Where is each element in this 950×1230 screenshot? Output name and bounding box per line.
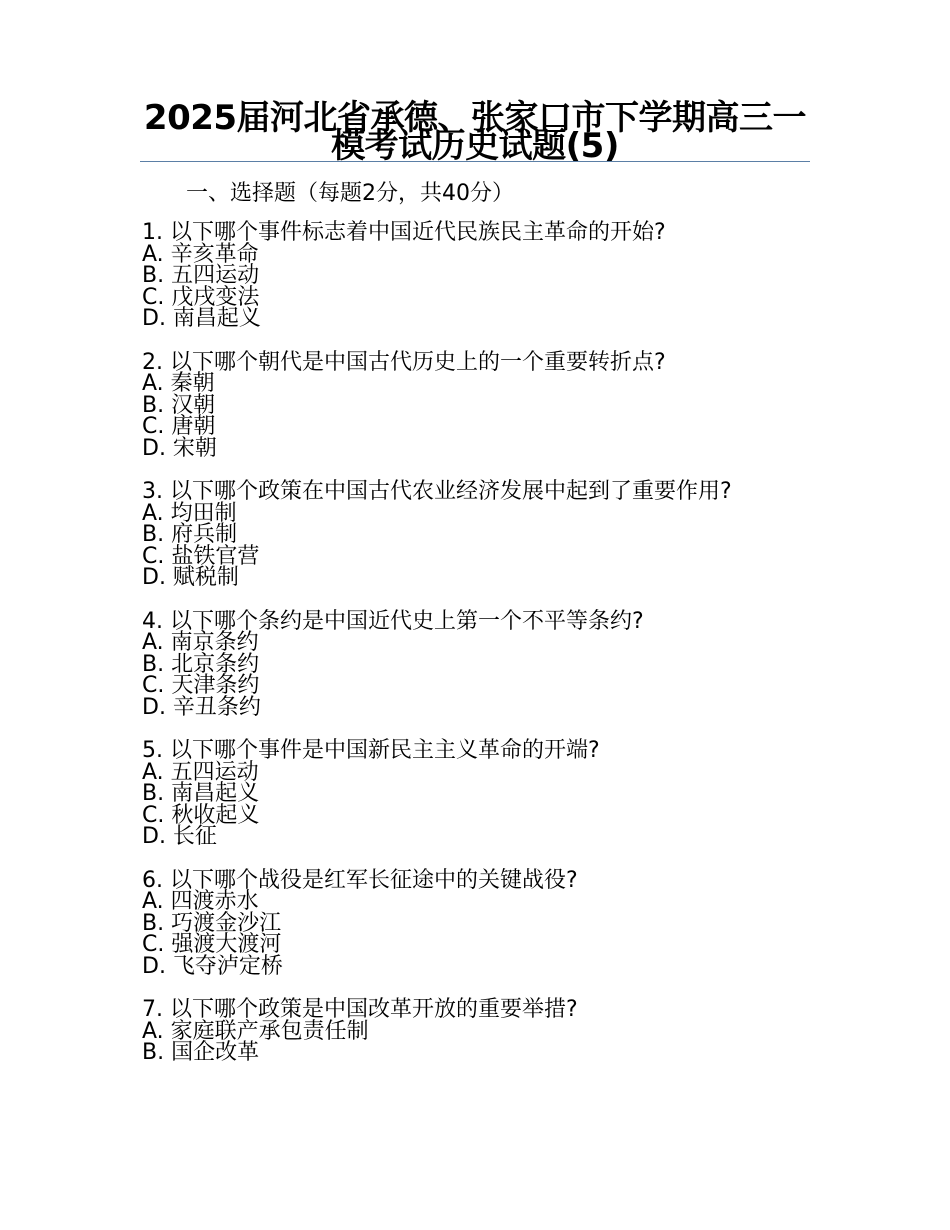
option-a: A. 家庭联产承包责任制 [142, 1018, 369, 1044]
option-c: C. 强渡大渡河 [142, 932, 282, 957]
option-c: C. 戊戌变法 [142, 284, 260, 310]
option-d: D. 辛丑条约 [142, 694, 261, 720]
option-a: A. 南京条约 [142, 630, 259, 655]
question-stem: 4. 以下哪个条约是中国近代史上第一个不平等条约? [142, 608, 644, 634]
option-a: A. 四渡赤水 [142, 889, 259, 914]
question-stem: 2. 以下哪个朝代是中国古代历史上的一个重要转折点? [142, 349, 666, 375]
question-stem: 7. 以下哪个政策是中国改革开放的重要举措? [142, 997, 578, 1022]
section-heading: 一、选择题（每题2分，共40分） [186, 181, 514, 206]
option-b: B. 巧渡金沙江 [142, 910, 282, 936]
option-d: D. 长征 [142, 824, 217, 849]
document-title: 2025届河北省承德、张家口市下学期高三一模考试历史试题(5) [143, 98, 807, 166]
option-d: D. 飞夺泸定桥 [142, 953, 283, 979]
option-a: A. 五四运动 [142, 759, 259, 785]
option-b: B. 国企改革 [142, 1040, 260, 1065]
title-divider [140, 161, 810, 162]
option-a: A. 辛亥革命 [142, 241, 259, 267]
option-c: C. 天津条约 [142, 673, 260, 698]
option-d: D. 赋税制 [142, 565, 239, 590]
option-b: B. 府兵制 [142, 522, 238, 547]
option-d: D. 南昌起义 [142, 306, 261, 331]
question-1 [142, 222, 792, 330]
question-7 [142, 999, 792, 1064]
question-5 [142, 740, 792, 848]
option-c: C. 盐铁官营 [142, 543, 260, 569]
question-4 [142, 608, 792, 720]
question-3 [142, 481, 792, 589]
option-b: B. 汉朝 [142, 392, 216, 418]
question-stem: 5. 以下哪个事件是中国新民主主义革命的开端? [142, 738, 600, 763]
option-b: B. 南昌起义 [142, 781, 260, 806]
option-a: A. 均田制 [142, 500, 237, 526]
option-c: C. 唐朝 [142, 414, 216, 439]
question-stem: 3. 以下哪个政策在中国古代农业经济发展中起到了重要作用? [142, 479, 732, 504]
option-b: B. 五四运动 [142, 263, 260, 288]
option-a: A. 秦朝 [142, 371, 215, 396]
question-list [142, 222, 792, 1086]
option-d: D. 宋朝 [142, 435, 217, 461]
question-2 [142, 349, 792, 461]
question-stem: 6. 以下哪个战役是红军长征途中的关键战役? [142, 867, 578, 893]
question-6 [142, 867, 792, 979]
option-b: B. 北京条约 [142, 651, 260, 677]
option-c: C. 秋收起义 [142, 802, 260, 828]
question-stem: 1. 以下哪个事件标志着中国近代民族民主革命的开始? [142, 220, 666, 245]
